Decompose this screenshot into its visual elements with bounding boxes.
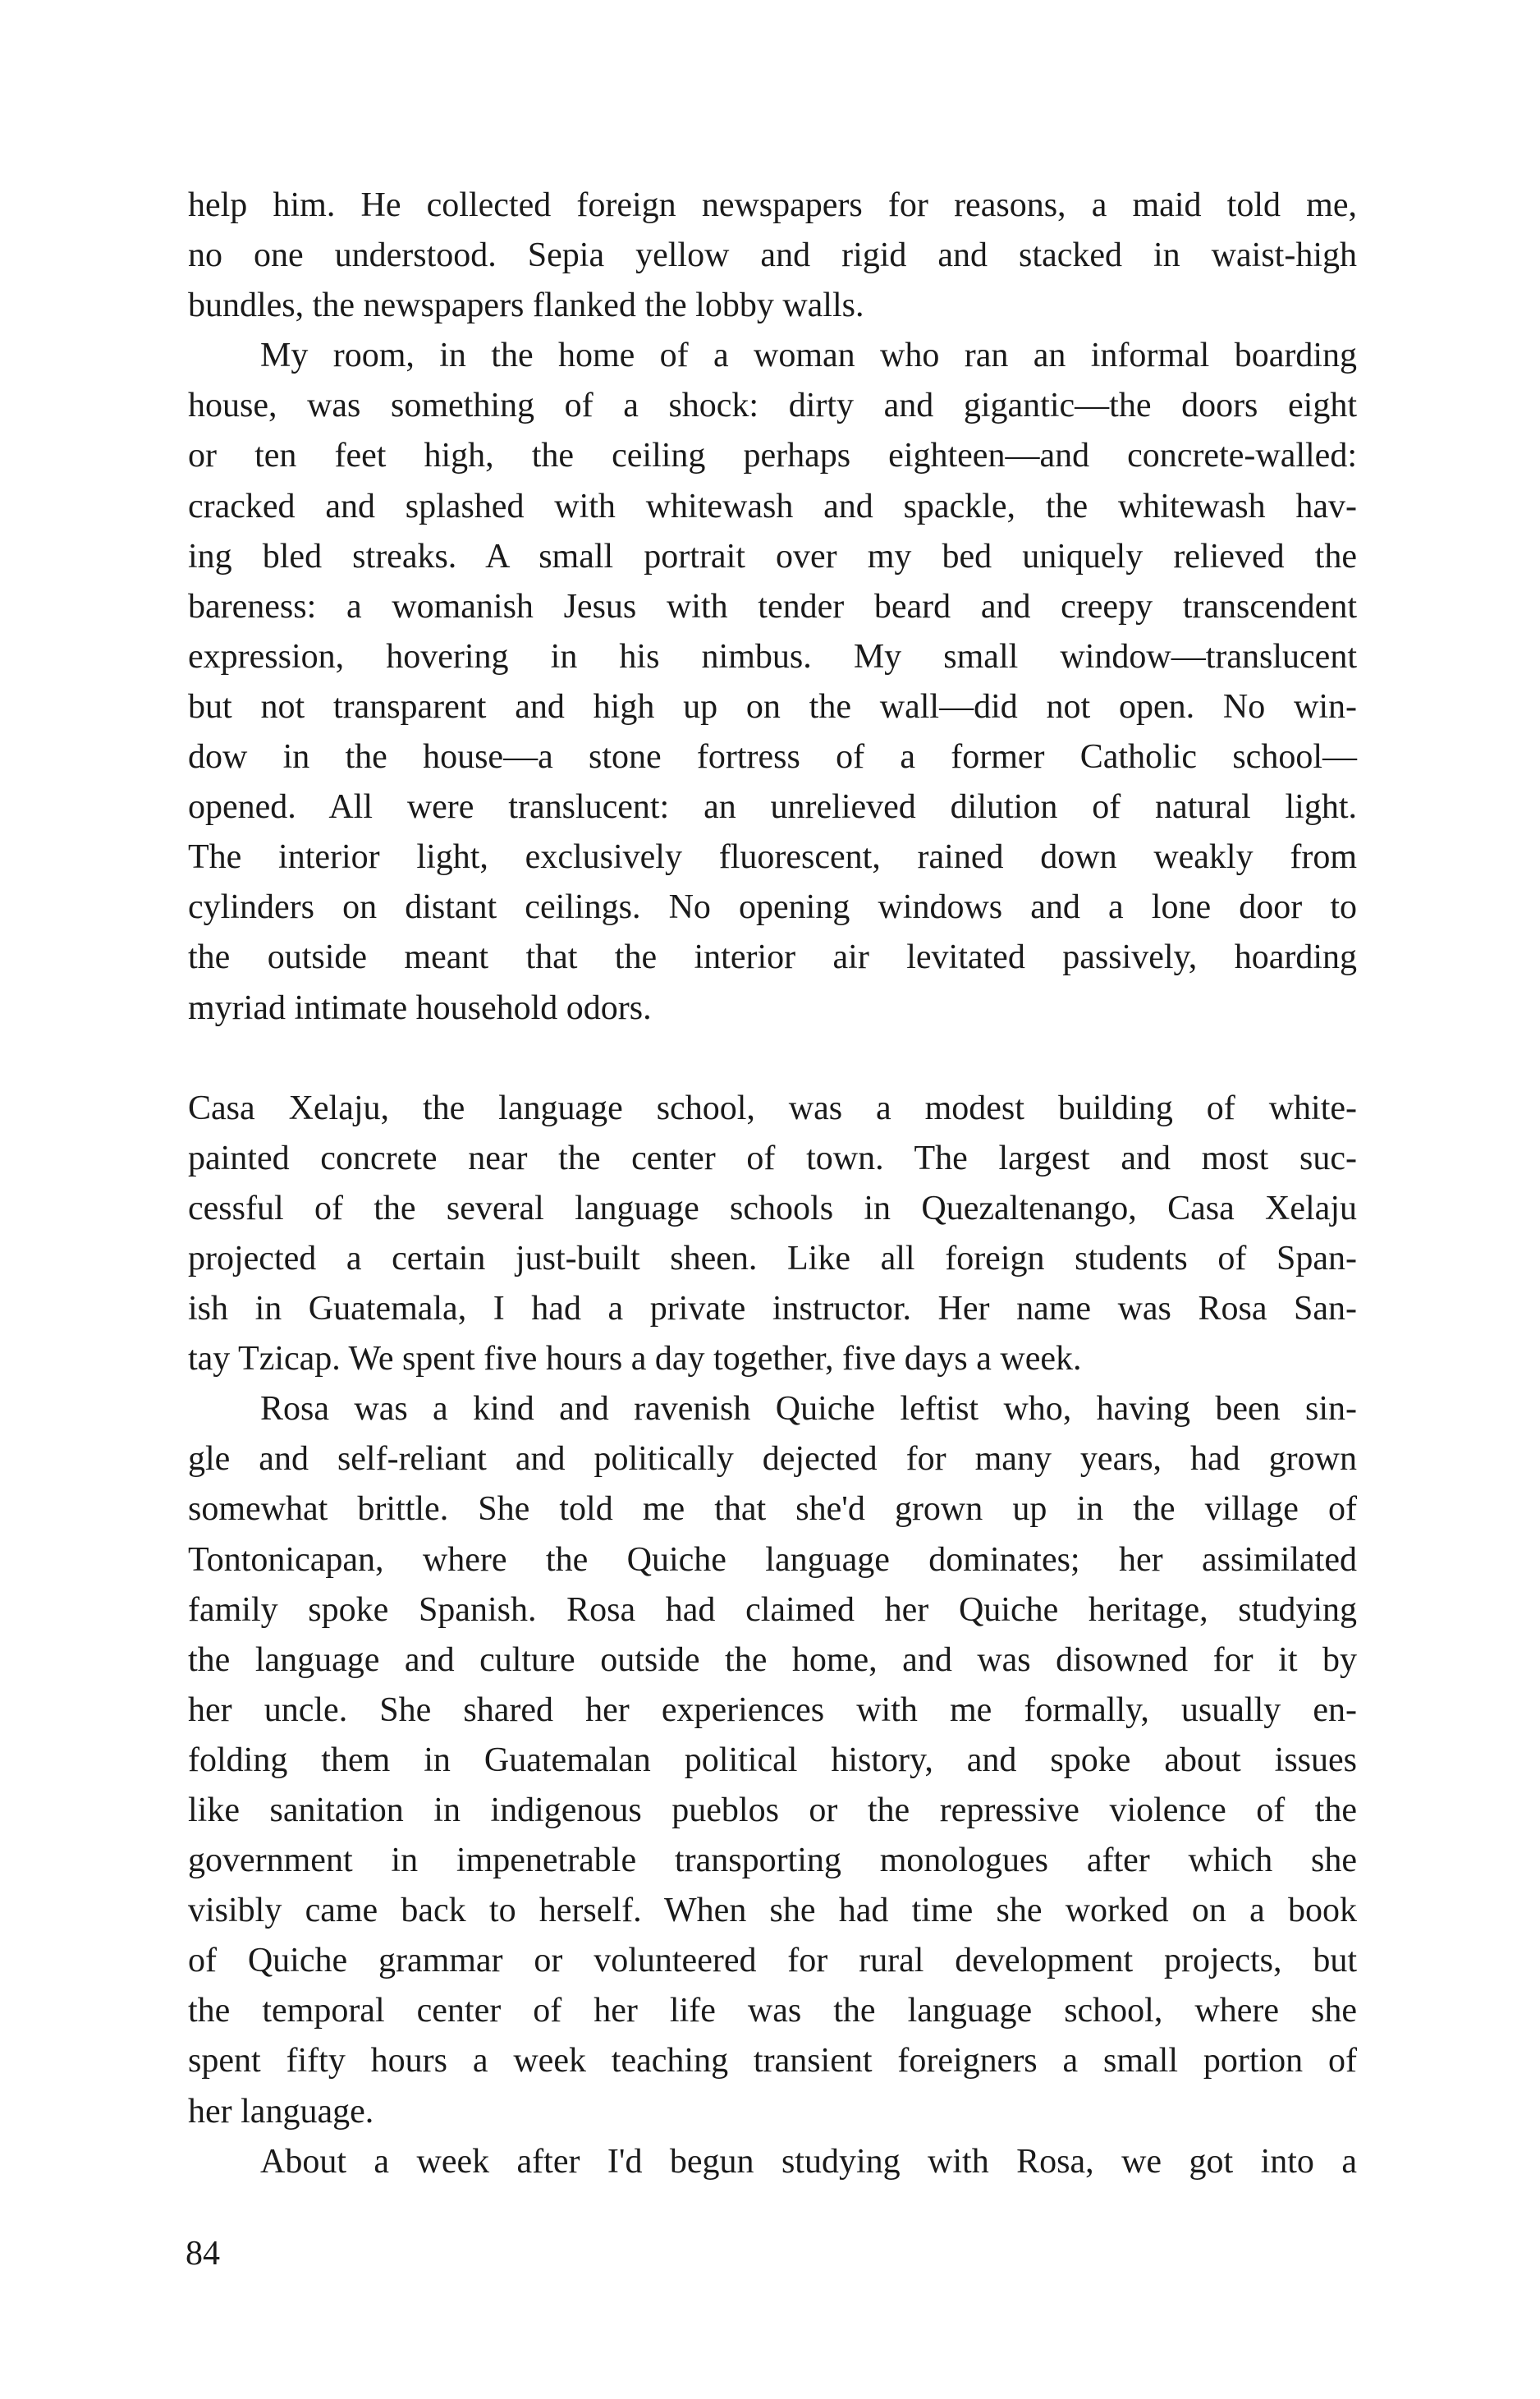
text-line: family spoke Spanish. Rosa had claimed her Quiche heritage, studying <box>188 1590 1357 1629</box>
text-line: the language and culture outside the home, and was disowned for it by <box>188 1640 1357 1679</box>
text-line: Rosa was a kind and ravenish Quiche leftist who, having been sin- <box>260 1390 1357 1429</box>
paragraph <box>188 181 1357 331</box>
text-line: cylinders on distant ceilings. No opening windows and a lone door to <box>188 888 1357 927</box>
paragraph <box>188 1084 1357 1385</box>
paragraph <box>188 331 1357 1033</box>
text-line: expression, hovering in his nimbus. My small window—translucent <box>188 637 1357 676</box>
text-line: her language. <box>188 2092 374 2131</box>
text-line: help him. He collected foreign newspapers for reasons, a maid told me, <box>188 186 1357 224</box>
text-line: bundles, the newspapers flanked the lobby walls. <box>188 287 864 325</box>
text-line: the temporal center of her life was the language school, where she <box>188 1992 1357 2030</box>
text-line: dow in the house—a stone fortress of a former Catholic school— <box>188 738 1357 777</box>
text-line: but not transparent and high up on the wall—did not open. No win- <box>188 687 1357 726</box>
paragraph <box>188 2137 1357 2187</box>
text-line: cessful of the several language schools in Quezaltenango, Casa Xelaju <box>188 1189 1357 1227</box>
body-text <box>188 181 1357 2187</box>
text-line: tay Tzicap. We spent five hours a day together, five days a week. <box>188 1340 1082 1378</box>
text-line: like sanitation in indigenous pueblos or the repressive violence of the <box>188 1791 1357 1829</box>
text-line: ing bled streaks. A small portrait over my bed uniquely relieved the <box>188 537 1357 576</box>
text-line: painted concrete near the center of town. The largest and most suc- <box>188 1139 1357 1177</box>
section-break <box>188 1034 1357 1084</box>
text-line: myriad intimate household odors. <box>188 988 652 1027</box>
text-line: The interior light, exclusively fluorescent, rained down weakly from <box>188 838 1357 877</box>
page-number: 84 <box>186 2235 220 2273</box>
text-line: projected a certain just-built sheen. Like all foreign students of Span- <box>188 1239 1357 1277</box>
text-line: folding them in Guatemalan political history, and spoke about issues <box>188 1741 1357 1779</box>
text-line: opened. All were translucent: an unrelieved dilution of natural light. <box>188 788 1357 827</box>
text-line: the outside meant that the interior air levitated passively, hoarding <box>188 938 1357 977</box>
text-line: or ten feet high, the ceiling perhaps eighteen—and concrete-walled: <box>188 437 1357 475</box>
text-line: government in impenetrable transporting monologues after which she <box>188 1842 1357 1880</box>
text-line: no one understood. Sepia yellow and rigid and stacked in waist-high <box>188 236 1357 275</box>
text-line: house, was something of a shock: dirty and gigantic—the doors eight <box>188 387 1357 425</box>
text-line: her uncle. She shared her experiences with me formally, usually en- <box>188 1690 1357 1729</box>
text-line: spent fifty hours a week teaching transient foreigners a small portion of <box>188 2042 1357 2080</box>
text-line: of Quiche grammar or volunteered for rural development projects, but <box>188 1942 1357 1980</box>
text-line: About a week after I'd begun studying with Rosa, we got into a <box>260 2142 1357 2181</box>
text-line: Casa Xelaju, the language school, was a modest building of white- <box>188 1089 1357 1127</box>
text-line: bareness: a womanish Jesus with tender beard and creepy transcendent <box>188 587 1357 626</box>
text-line: My room, in the home of a woman who ran an informal boarding <box>260 337 1357 375</box>
text-line: somewhat brittle. She told me that she'd grown up in the village of <box>188 1490 1357 1529</box>
text-line: Tontonicapan, where the Quiche language dominates; her assimilated <box>188 1540 1357 1579</box>
text-line: gle and self-reliant and politically dejected for many years, had grown <box>188 1440 1357 1479</box>
text-line: visibly came back to herself. When she had time she worked on a book <box>188 1892 1357 1930</box>
text-line: cracked and splashed with whitewash and spackle, the whitewash hav- <box>188 487 1357 525</box>
text-line: ish in Guatemala, I had a private instructor. Her name was Rosa San- <box>188 1290 1357 1328</box>
paragraph <box>188 1384 1357 2136</box>
